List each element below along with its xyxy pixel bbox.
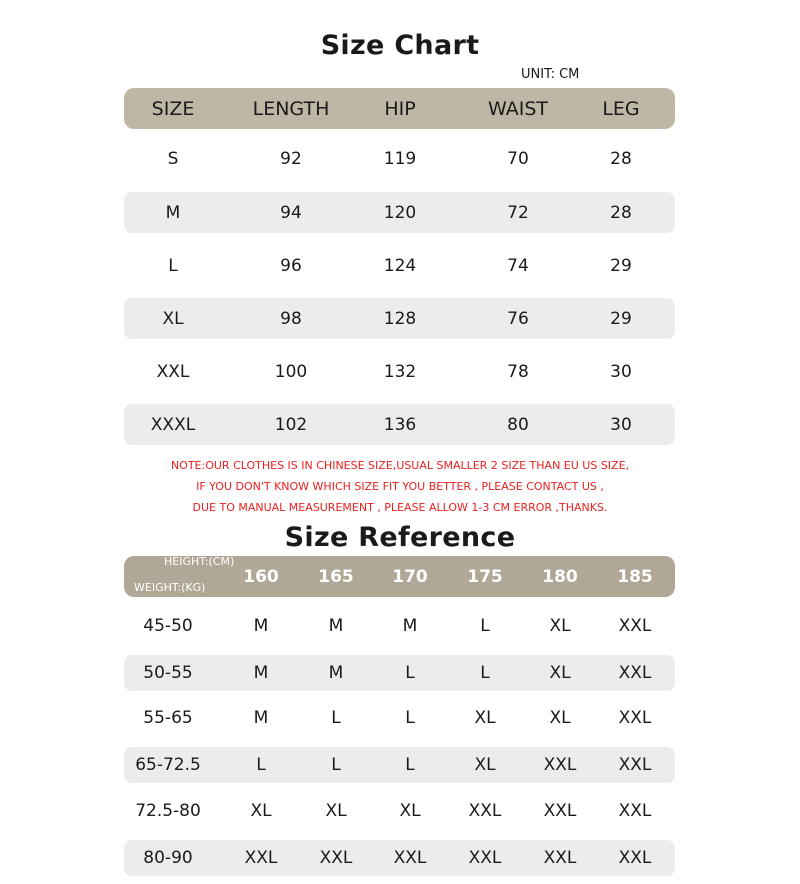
table-cell: 30 [610, 361, 632, 382]
height-160: 160 [243, 566, 279, 587]
size-cell: M [402, 616, 418, 636]
table-cell: S [167, 148, 179, 169]
size-cell: XXL [618, 848, 652, 868]
size-cell: M [328, 663, 344, 683]
size-cell: L [480, 616, 490, 636]
note-line-2: IF YOU DON'T KNOW WHICH SIZE FIT YOU BETTER , PLEASE CONTACT US , [196, 480, 604, 493]
table-row [124, 192, 675, 233]
table-row [124, 138, 675, 179]
table-cell: 30 [610, 414, 632, 435]
table-cell: 29 [610, 308, 632, 329]
size-cell: XXL [393, 848, 427, 868]
note-line-3: DUE TO MANUAL MEASUREMENT , PLEASE ALLOW 1-3 CM ERROR ,THANKS. [192, 501, 608, 514]
size-cell: M [328, 616, 344, 636]
table-cell: 132 [383, 361, 417, 382]
table-row [124, 793, 675, 829]
height-175: 175 [467, 566, 503, 587]
table-cell: 29 [610, 255, 632, 276]
height-180: 180 [542, 566, 578, 587]
table-row [124, 404, 675, 445]
size-cell: XXL [468, 848, 502, 868]
size-cell: L [331, 708, 341, 728]
table-cell: 136 [383, 414, 417, 435]
table-cell: 100 [274, 361, 308, 382]
size-cell: XXL [618, 755, 652, 775]
unit-label: UNIT: CM [521, 67, 580, 82]
size-cell: XXL [618, 801, 652, 821]
note-line-1: NOTE:OUR CLOTHES IS IN CHINESE SIZE,USUAL SMALLER 2 SIZE THAN EU US SIZE, [170, 459, 630, 472]
size-cell: L [480, 663, 490, 683]
size-cell: XXL [468, 801, 502, 821]
weight-label: WEIGHT:(KG) [134, 581, 206, 594]
size-chart-title: Size Chart [320, 30, 480, 61]
size-cell: XL [474, 755, 496, 775]
table-cell: 28 [610, 148, 632, 169]
table-cell: XXL [156, 361, 190, 382]
height-label: HEIGHT:(CM) [164, 555, 235, 568]
size-cell: L [256, 755, 266, 775]
table-cell: 72 [507, 202, 529, 223]
height-185: 185 [617, 566, 653, 587]
table-cell: 119 [383, 148, 417, 169]
size-cell: XL [549, 708, 571, 728]
weight-cell: 55-65 [143, 708, 193, 728]
size-reference-header-row [124, 556, 675, 597]
header-size: SIZE [151, 97, 195, 120]
table-cell: 74 [507, 255, 529, 276]
size-cell: XL [250, 801, 272, 821]
table-cell: 98 [280, 308, 302, 329]
table-cell: 124 [383, 255, 417, 276]
table-cell: 80 [507, 414, 529, 435]
table-cell: 102 [274, 414, 308, 435]
size-cell: M [253, 663, 269, 683]
height-170: 170 [392, 566, 428, 587]
size-cell: XXL [244, 848, 278, 868]
size-cell: M [253, 708, 269, 728]
size-cell: M [253, 616, 269, 636]
table-cell: 96 [280, 255, 302, 276]
weight-cell: 65-72.5 [135, 755, 201, 775]
weight-cell: 45-50 [143, 616, 193, 636]
size-cell: XXL [543, 801, 577, 821]
table-cell: 78 [507, 361, 529, 382]
header-hip: HIP [384, 97, 416, 120]
size-cell: XXL [543, 755, 577, 775]
table-cell: XXXL [150, 414, 196, 435]
size-cell: XL [549, 663, 571, 683]
size-chart-header-row [124, 88, 675, 129]
table-row [124, 351, 675, 392]
table-row [124, 608, 675, 644]
size-cell: XXL [618, 663, 652, 683]
size-cell: L [405, 663, 415, 683]
size-cell: XL [399, 801, 421, 821]
weight-cell: 80-90 [143, 848, 193, 868]
size-cell: L [405, 708, 415, 728]
table-row [124, 747, 675, 783]
size-cell: XXL [618, 708, 652, 728]
size-cell: XL [474, 708, 496, 728]
height-165: 165 [318, 566, 354, 587]
size-note [0, 455, 800, 518]
header-waist: WAIST [487, 97, 549, 120]
table-row [124, 700, 675, 736]
table-cell: 128 [383, 308, 417, 329]
weight-cell: 72.5-80 [135, 801, 201, 821]
size-cell: XXL [543, 848, 577, 868]
size-reference-title: Size Reference [284, 522, 516, 553]
table-cell: M [165, 202, 181, 223]
header-leg: LEG [602, 97, 640, 120]
size-cell: L [405, 755, 415, 775]
table-cell: L [168, 255, 178, 276]
size-cell: XXL [618, 616, 652, 636]
weight-cell: 50-55 [143, 663, 193, 683]
table-row [124, 840, 675, 876]
size-cell: XL [549, 616, 571, 636]
table-cell: 94 [280, 202, 302, 223]
table-row [124, 655, 675, 691]
table-row [124, 245, 675, 286]
table-row [124, 298, 675, 339]
size-cell: XXL [319, 848, 353, 868]
table-cell: 120 [383, 202, 417, 223]
table-cell: 92 [280, 148, 302, 169]
size-cell: XL [325, 801, 347, 821]
table-cell: XL [162, 308, 184, 329]
table-cell: 70 [507, 148, 529, 169]
table-cell: 76 [507, 308, 529, 329]
table-cell: 28 [610, 202, 632, 223]
size-cell: L [331, 755, 341, 775]
header-length: LENGTH [252, 97, 330, 120]
